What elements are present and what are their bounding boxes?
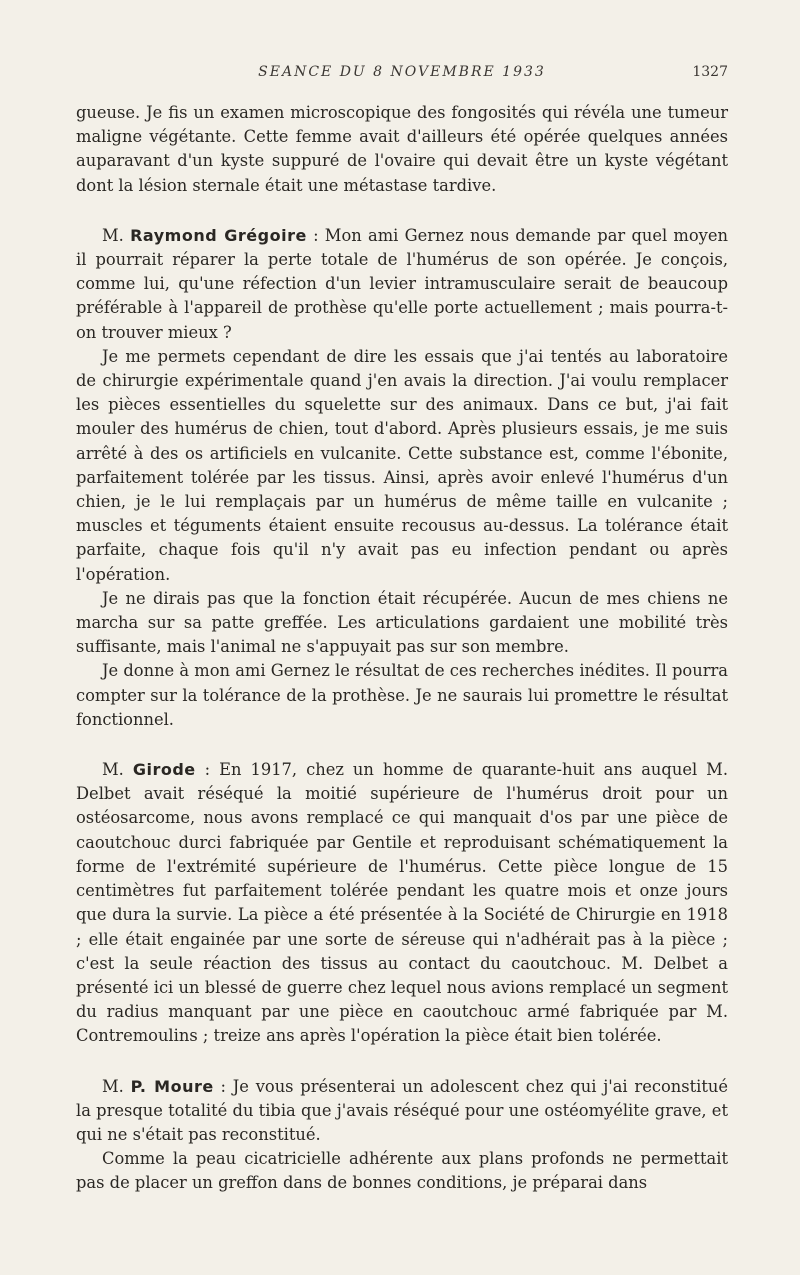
- speaker-name: P. Moure: [130, 1076, 214, 1096]
- paragraph-text: : Mon ami Gernez nous demande par quel moyen il pourrait réparer la perte totale de l'humérus de son opérée. Je conçois, comme lui, qu'une réfection d'un levier intramusculaire serait de beaucoup préférable à l'appareil de prothèse qu'elle porte actuellement ; mais pourra-t-on trouver mieux ?: [76, 225, 728, 342]
- body-text: [76, 101, 728, 1196]
- paragraph-text: : En 1917, chez un homme de quarante-huit ans auquel M. Delbet avait réséqué la moitié supérieure de l'humérus droit pour un ostéosarcome, nous avons remplacé ce qui manquait d'os par une pièce de caoutchouc durci fabriquée par Gentile et reproduisant schématiquement la forme de l'extrémité supérieure de l'humérus. Cette pièce longue de 15 centimètres fut parfaitement tolérée pendant les quatre mois et onze jours que dura la survie. La pièce a été présentée à la Société de Chirurgie en 1918 ; elle était engainée par une sorte de séreuse qui n'adhérait pas à la pièce ; c'est la seule réaction des tissus au contact du caoutchouc. M. Delbet a présenté ici un blessé de guerre chez lequel nous avions remplacé un segment du radius manquant par une pièce en caoutchouc armé fabriquée par M. Contremoulins ; treize ans après l'opération la pièce était bien tolérée.: [76, 760, 728, 1046]
- paragraph: Comme la peau cicatricielle adhérente aux plans profonds ne permettait pas de placer un greffon dans de bonnes conditions, je préparai dans: [76, 1149, 728, 1193]
- speaker-name: Girode: [132, 760, 196, 780]
- paragraph: gueuse. Je fis un examen microscopique des fongosités qui révéla une tumeur maligne végétante. Cette femme avait d'ailleurs été opérée quelques années auparavant d'un kyste suppuré de l'ovaire qui devait être un kyste végétant dont la lésion sternale était une métastase tardive.: [76, 103, 728, 195]
- paragraph-text: : Je vous présenterai un adolescent chez qui j'ai reconstitué la presque totalité du tibia que j'avais réséqué pour une ostéomyélite grave, et qui ne s'était pas reconstitué.: [76, 1076, 729, 1144]
- speaker-prefix: M.: [102, 1076, 131, 1096]
- paragraph: Je me permets cependant de dire les essais que j'ai tentés au laboratoire de chirurgie expérimentale quand j'en avais la direction. J'ai voulu remplacer les pièces essentielles du squelette sur des animaux. Dans ce but, j'ai fait mouler des humérus de chien, tout d'abord. Après plusieurs essais, je me suis arrêté à des os artificiels en vulcanite. Cette substance est, comme l'ébonite, parfaitement tolérée par les tissus. Ainsi, après avoir enlevé l'humérus d'un chien, je le lui remplaçais par un humérus de même taille en vulcanite ; muscles et téguments étaient ensuite recousus au-dessus. La tolérance était parfaite, chaque fois qu'il n'y avait pas eu infection pendant ou après l'opération.: [76, 346, 728, 584]
- speaker-name: Raymond Grégoire: [130, 225, 307, 245]
- running-title: SEANCE DU 8 NOVEMBRE 1933: [258, 64, 546, 80]
- running-header: [76, 64, 728, 86]
- page-number: 1327: [692, 64, 728, 80]
- paragraph: Je ne dirais pas que la fonction était récupérée. Aucun de mes chiens ne marcha sur sa patte greffée. Les articulations gardaient une mobilité très suffisante, mais l'animal ne s'appuyait pas sur son membre.: [76, 588, 728, 657]
- speaker-prefix: M.: [102, 760, 133, 780]
- paragraph: Je donne à mon ami Gernez le résultat de ces recherches inédites. Il pourra compter sur la tolérance de la prothèse. Je ne saurais lui promettre le résultat fonctionnel.: [76, 661, 728, 729]
- speaker-prefix: M.: [102, 225, 131, 245]
- paragraph: [76, 758, 728, 1048]
- paragraph: [76, 224, 728, 345]
- paragraph: [76, 1075, 728, 1148]
